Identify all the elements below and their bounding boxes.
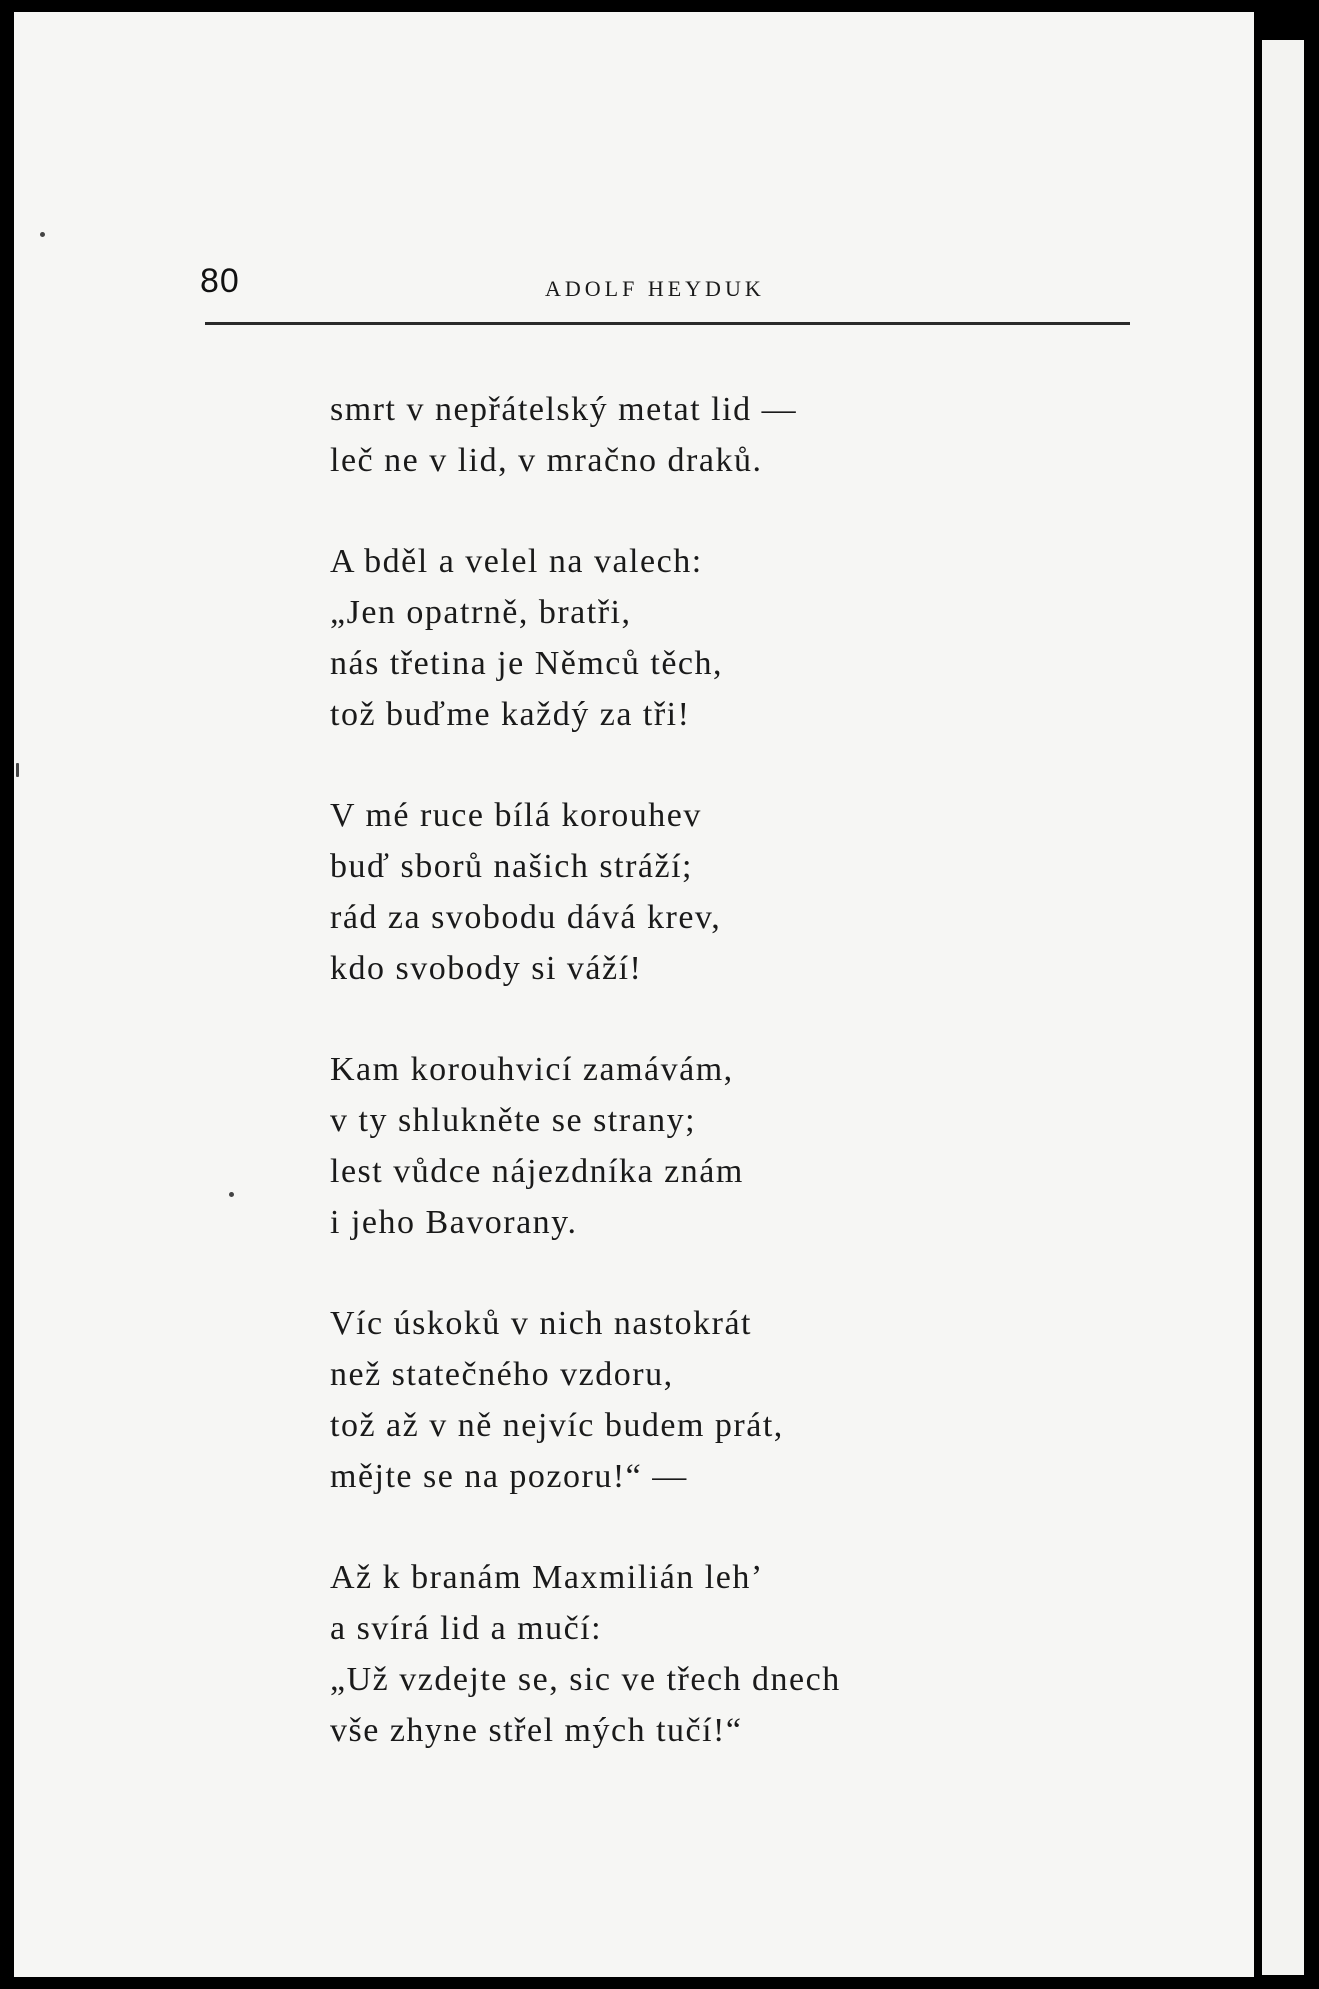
poem-line: kdo svobody si váží! <box>330 950 643 987</box>
page-header <box>200 262 1130 312</box>
stanza <box>330 536 1150 740</box>
poem-line: rád za svobodu dává krev, <box>330 899 722 936</box>
poem-line: mějte se na pozoru!“ — <box>330 1458 688 1495</box>
poem-line: Až k branám Maxmilián leh’ <box>330 1559 764 1596</box>
scan-speck <box>40 232 45 237</box>
stanza <box>330 384 1150 486</box>
header-rule <box>205 322 1130 325</box>
poem-line: nás třetina je Němců těch, <box>330 645 724 682</box>
poem-line: lest vůdce nájezdníka znám <box>330 1153 744 1190</box>
stanza <box>330 1552 1150 1756</box>
poem-line: „Jen opatrně, bratři, <box>330 594 632 631</box>
poem-line: tož buďme každý za tři! <box>330 696 691 733</box>
running-head: ADOLF HEYDUK <box>545 276 765 301</box>
stanza <box>330 1044 1150 1248</box>
stanza <box>330 1298 1150 1502</box>
poem-line: V mé ruce bílá korouhev <box>330 797 702 834</box>
page-number: 80 <box>200 262 240 300</box>
stanza <box>330 790 1150 994</box>
poem-line: smrt v nepřátelský metat lid — <box>330 391 798 428</box>
poem-line: v ty shlukněte se strany; <box>330 1102 697 1139</box>
poem-line: než statečného vzdoru, <box>330 1356 674 1393</box>
poem-line: Kam korouhvicí zamávám, <box>330 1051 734 1088</box>
scan-speck <box>229 1192 234 1197</box>
poem-line: i jeho Bavorany. <box>330 1204 578 1241</box>
poem-line: a svírá lid a mučí: <box>330 1610 603 1647</box>
poem-line: vše zhyne střel mých tučí!“ <box>330 1712 743 1749</box>
poem-line: „Už vzdejte se, sic ve třech dnech <box>330 1661 841 1698</box>
poem-line: tož až v ně nejvíc budem prát, <box>330 1407 784 1444</box>
poem-line: Víc úskoků v nich nastokrát <box>330 1305 752 1342</box>
poem-line: leč ne v lid, v mračno draků. <box>330 442 763 479</box>
poem-line: A bděl a velel na valech: <box>330 543 703 580</box>
adjacent-page-edge <box>1262 40 1304 1975</box>
scan-speck <box>16 763 19 777</box>
poem-line: buď sborů našich stráží; <box>330 848 693 885</box>
poem-text <box>330 384 1150 1806</box>
